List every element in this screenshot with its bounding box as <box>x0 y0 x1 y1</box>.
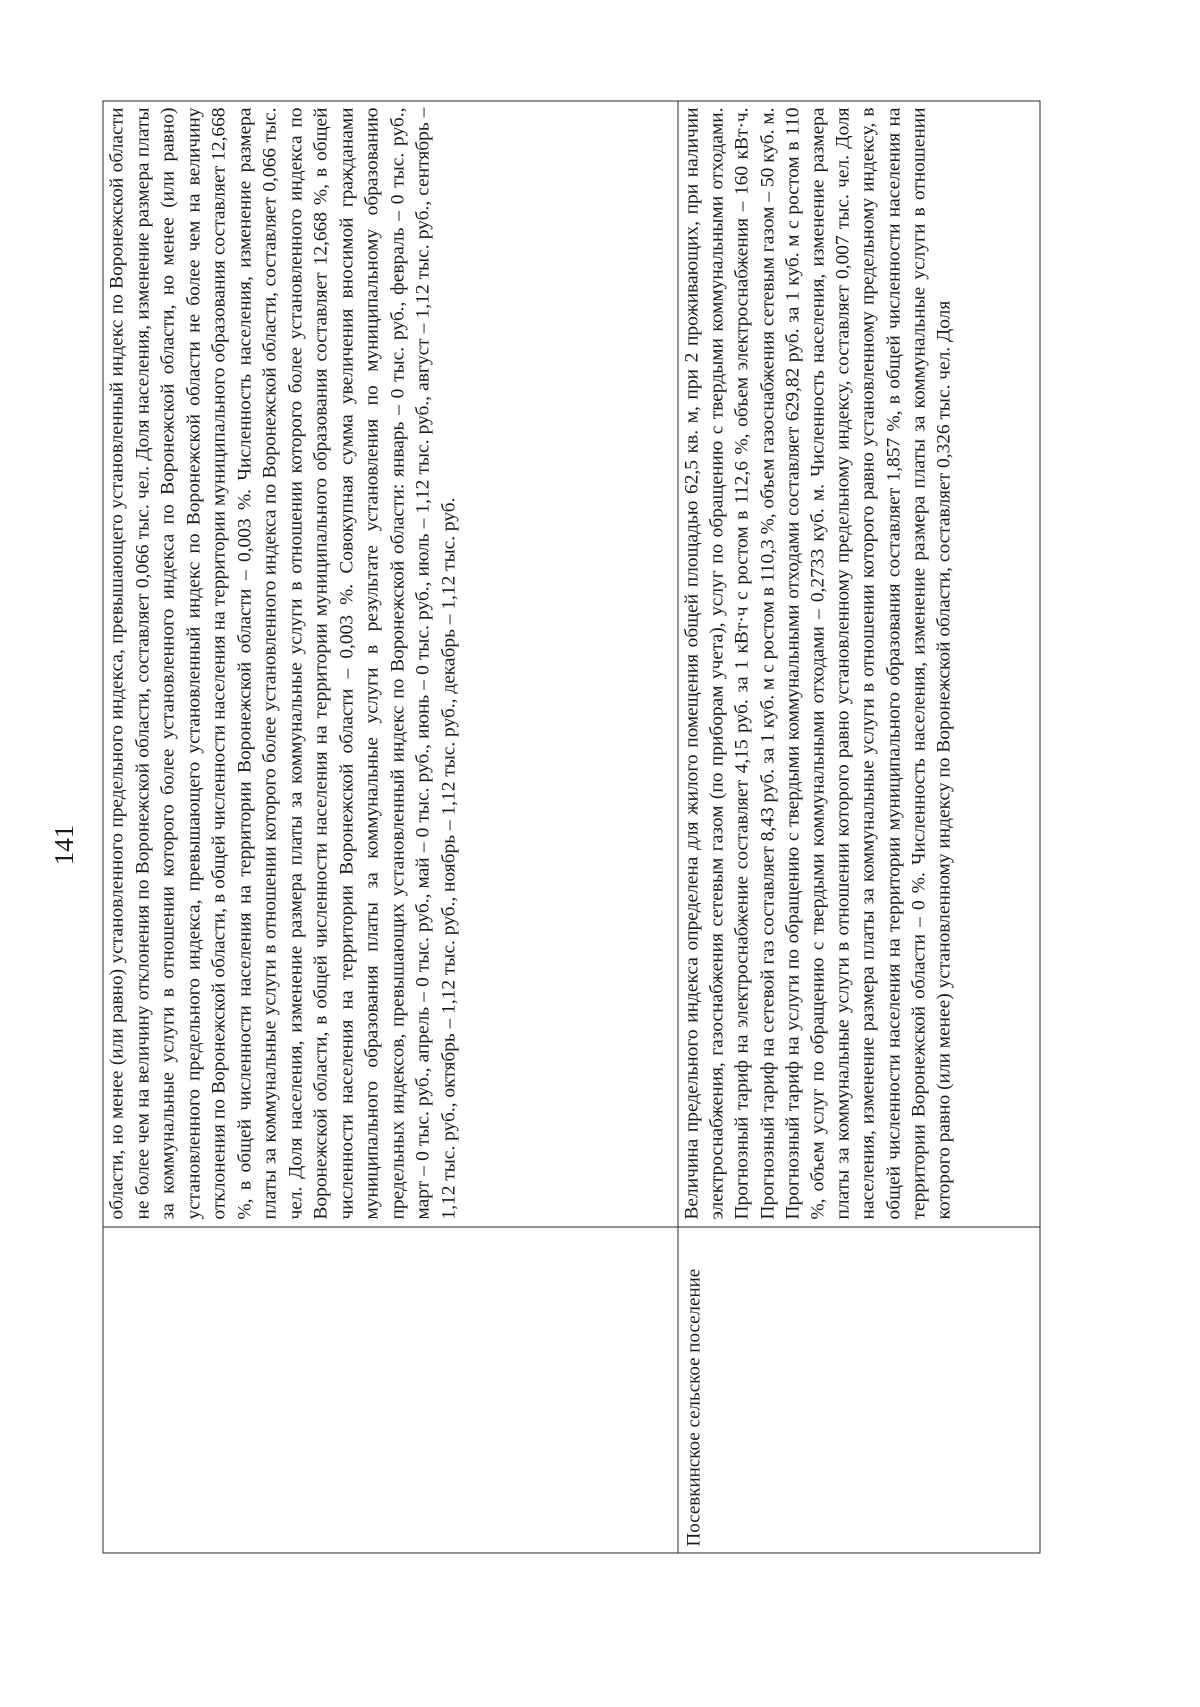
settlement-name-cell <box>678 1227 1040 1553</box>
settlement-index-table <box>103 101 1041 1554</box>
rotated-table-sheet <box>103 104 1038 1554</box>
page-number: 141 <box>49 824 79 866</box>
description-text: Величина предельного индекса определена для жилого помещения общей площадью 62,5 кв. м, при 2 проживающих, при наличии электроснабжения, газоснабжения сетевым газом (по приборам учета), услуг по обращению с твердыми коммунальными отходами. Прогнозный тариф на электроснабжение составляет 4,15 руб. за 1 кВт·ч с ростом в 112,6 %, объем электроснабжения – 160 кВт·ч. Прогнозный тариф на сетевой газ составляет 8,43 руб. за 1 куб. м с ростом в 110,3 %, объем газоснабжения сетевым газом – 50 куб. м. Прогнозный тариф на услуги по обращению с твердыми коммунальными отходами составляет 629,82 руб. за 1 куб. м с ростом в 110 %, объем услуг по обращению с твердыми коммунальными отходами – 0,2733 куб. м. Численность населения, изменение размера платы за коммунальные услуги в отношении которого равно установленному предельному индексу, составляет 0,007 тыс. чел. Доля населения, изменение размера платы за коммунальные услуги в отношении которого равно установленному предельному индексу, в общей численности населения на территории муниципального образования составляет 1,857 %, в общей численности населения на территории Воронежской области – 0 %. Численность населения, изменение размера платы за коммунальные услуги в отношении которого равно (или менее) установленному индексу по Воронежской области, составляет 0,326 тыс. чел. Доля <box>681 107 955 1220</box>
settlement-name-cell <box>103 1227 678 1553</box>
description-cell <box>103 101 678 1227</box>
settlement-name <box>104 1228 112 1553</box>
description-text: области, но менее (или равно) установленного предельного индекса, превышающего установленный индекс по Воронежской области не более чем на величину отклонения по Воронежской области, составляет 0,066 тыс. чел. Доля населения, изменение размера платы за коммунальные услуги в отношении которого более установленного индекса по Воронежской области, но менее (или равно) установленного предельного индекса, превышающего установленный индекс по Воронежской области не более чем на величину отклонения по Воронежской области, в общей численности населения на территории муниципального образования составляет 12,668 %, в общей численности населения на территории Воронежской области – 0,003 %. Численность населения, изменение размера платы за коммунальные услуги в отношении которого более установленного индекса по Воронежской области, составляет 0,066 тыс. чел. Доля населения, изменение размера платы за коммунальные услуги в отношении которого более установленного индекса по Воронежской области, в общей численности населения на территории муниципального образования составляет 12,668 %, в общей численности населения на территории Воронежской области – 0,003 %. Совокупная сумма увеличения вносимой гражданами муниципального образования платы за коммунальные услуги в результате установления по муниципальному образованию предельных индексов, превышающих установленный индекс по Воронежской области: январь – 0 тыс. руб., февраль – 0 тыс. руб., март – 0 тыс. руб., апрель – 0 тыс. руб., май – 0 тыс. руб., июнь – 0 тыс. руб., июль – 1,12 тыс. руб., август – 1,12 тыс. руб., сентябрь – 1,12 тыс. руб., октябрь – 1,12 тыс. руб., ноябрь – 1,12 тыс. руб., декабрь – 1,12 тыс. руб. <box>106 107 459 1220</box>
table-row <box>103 101 678 1553</box>
description-cell <box>678 101 1040 1227</box>
table-row <box>678 101 1040 1553</box>
settlement-name: Посевкинское сельское поселение <box>683 1268 705 1547</box>
